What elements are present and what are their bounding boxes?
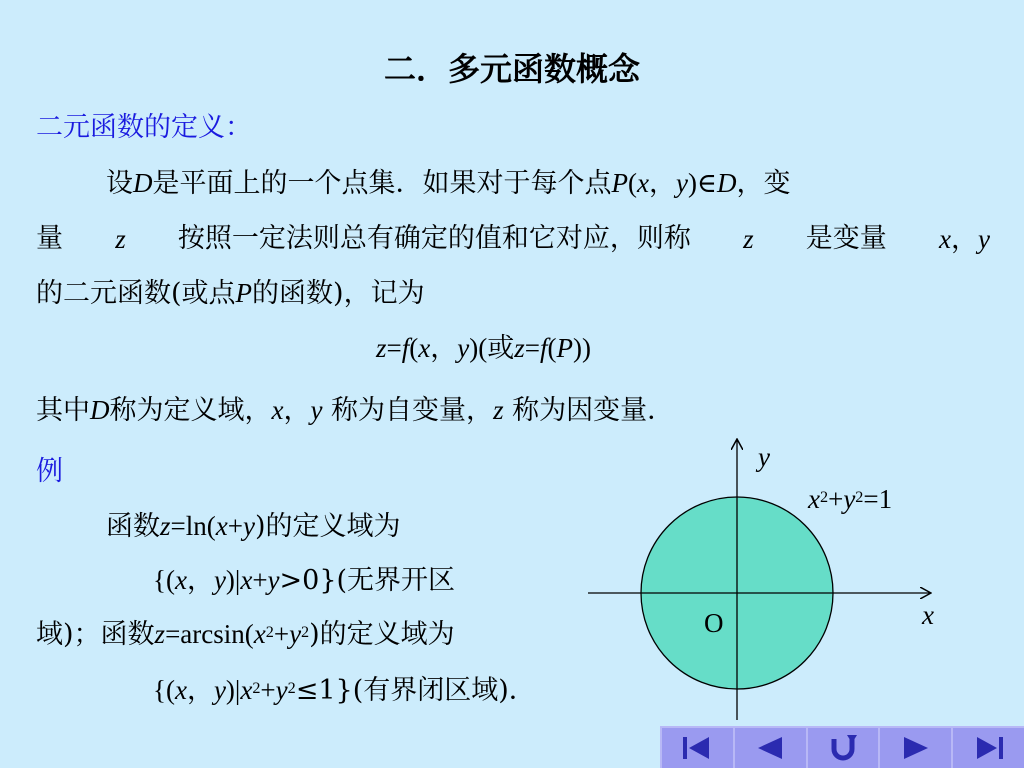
var-z: z bbox=[160, 511, 171, 541]
plus: + bbox=[260, 675, 276, 705]
exponent: 2 bbox=[819, 488, 829, 506]
text-segment: 按照一定法则总有确定的值和它对应，则称 bbox=[177, 223, 691, 254]
var-x: x bbox=[240, 675, 253, 705]
plus: + bbox=[828, 484, 844, 514]
text-segment: )| bbox=[225, 565, 241, 595]
var-y: y bbox=[213, 675, 226, 705]
text-segment: =ln( bbox=[170, 511, 216, 541]
var-x: x bbox=[174, 675, 187, 705]
exponent: 2 bbox=[287, 679, 296, 697]
paren: ( bbox=[628, 168, 637, 198]
text-segment: ≤1}(有界闭区域)． bbox=[295, 675, 536, 706]
text-segment: 称为因变量． bbox=[503, 395, 675, 426]
next-icon bbox=[898, 733, 934, 763]
comma: ， bbox=[950, 224, 978, 255]
comma: ， bbox=[186, 675, 214, 706]
equals: = bbox=[524, 333, 540, 363]
var-P: P bbox=[611, 168, 628, 198]
var-y: y bbox=[310, 395, 323, 425]
var-y: y bbox=[213, 565, 226, 595]
text-segment: =arcsin( bbox=[165, 619, 254, 649]
paren: )) bbox=[572, 333, 591, 363]
var-x: x bbox=[922, 600, 934, 630]
text-segment: 其中 bbox=[36, 395, 90, 426]
first-icon bbox=[679, 733, 715, 763]
return-button[interactable] bbox=[806, 726, 879, 768]
var-x: x bbox=[808, 484, 820, 514]
var-z: z bbox=[493, 395, 504, 425]
var-x: x bbox=[938, 224, 951, 254]
equals-one: =1 bbox=[863, 484, 893, 514]
var-P: P bbox=[235, 278, 253, 308]
unit-circle-diagram bbox=[580, 432, 950, 732]
text-segment: {( bbox=[153, 675, 175, 705]
circle-equation bbox=[808, 484, 892, 514]
var-x: x bbox=[637, 168, 649, 198]
var-xy bbox=[939, 224, 990, 255]
var-f: f bbox=[401, 333, 410, 363]
text-segment: 称为定义域， bbox=[109, 395, 272, 426]
example-line-1 bbox=[106, 511, 401, 542]
var-D: D bbox=[716, 168, 737, 198]
text-segment: 函数 bbox=[106, 511, 160, 542]
next-slide-button[interactable] bbox=[878, 726, 951, 768]
y-axis-label bbox=[758, 442, 770, 473]
paren: ( bbox=[547, 333, 557, 363]
paren: ( bbox=[409, 333, 419, 363]
exponent: 2 bbox=[301, 623, 310, 641]
text-segment: )的定义域为 bbox=[309, 619, 455, 650]
var-y: y bbox=[289, 619, 302, 649]
var-x: x bbox=[174, 565, 187, 595]
last-icon bbox=[971, 733, 1007, 763]
definition-line-1 bbox=[106, 168, 790, 199]
var-x: x bbox=[271, 395, 284, 425]
equals: = bbox=[386, 333, 402, 363]
return-icon bbox=[825, 733, 861, 763]
first-slide-button[interactable] bbox=[660, 726, 733, 768]
var-z: z bbox=[376, 333, 387, 363]
var-D: D bbox=[90, 395, 110, 425]
comma: ， bbox=[283, 395, 311, 426]
domain-definition-line bbox=[36, 395, 674, 426]
text-segment: 的函数)，记为 bbox=[252, 278, 425, 309]
var-y: y bbox=[275, 675, 288, 705]
var-y: y bbox=[758, 442, 770, 472]
previous-slide-button[interactable] bbox=[733, 726, 806, 768]
var-x: x bbox=[240, 565, 253, 595]
var-y: y bbox=[843, 484, 856, 514]
var-x: x bbox=[418, 333, 431, 363]
var-y: y bbox=[675, 168, 688, 198]
text-segment: )| bbox=[225, 675, 241, 705]
exponent: 2 bbox=[265, 623, 274, 641]
x-axis-label bbox=[922, 600, 934, 631]
previous-icon bbox=[752, 733, 788, 763]
exponent: 2 bbox=[252, 679, 261, 697]
function-formula bbox=[376, 333, 591, 363]
text-segment: >0}(无界开区 bbox=[279, 565, 456, 596]
example-line-4 bbox=[153, 675, 536, 706]
var-x: x bbox=[253, 619, 266, 649]
var-f: f bbox=[539, 333, 548, 363]
example-line-3 bbox=[36, 619, 455, 650]
text-segment: 域)；函数 bbox=[36, 619, 155, 650]
text-segment: {( bbox=[153, 565, 175, 595]
text-segment: 的二元函数(或点 bbox=[36, 278, 236, 309]
var-y: y bbox=[267, 565, 280, 595]
text-segment: )(或 bbox=[469, 333, 515, 363]
axes-and-circle bbox=[580, 432, 950, 732]
var-D: D bbox=[133, 168, 153, 198]
plus: + bbox=[227, 511, 243, 541]
var-y: y bbox=[242, 511, 255, 541]
var-P: P bbox=[556, 333, 573, 363]
comma: ， bbox=[430, 333, 458, 363]
var-x: x bbox=[215, 511, 228, 541]
text-segment: 设 bbox=[106, 168, 133, 199]
slide-navigation-bar bbox=[660, 726, 1024, 768]
text-segment: )的定义域为 bbox=[254, 511, 401, 542]
var-y: y bbox=[457, 333, 470, 363]
var-z: z bbox=[115, 224, 126, 254]
text-segment: 量 bbox=[36, 223, 63, 254]
text-segment: ，变 bbox=[736, 168, 791, 199]
last-slide-button[interactable] bbox=[951, 726, 1024, 768]
origin-label: O bbox=[704, 608, 724, 638]
text-segment: 称为自变量， bbox=[322, 395, 494, 426]
plus: + bbox=[252, 565, 268, 595]
text-segment: 是平面上的一个点集．如果对于每个点 bbox=[152, 168, 612, 199]
text-segment: 是变量 bbox=[805, 223, 887, 254]
definition-line-3 bbox=[36, 278, 425, 309]
comma: ， bbox=[648, 168, 676, 199]
page-title: 二．多元函数概念 bbox=[383, 50, 640, 88]
example-line-2 bbox=[153, 565, 455, 596]
element-of: )∈ bbox=[687, 168, 717, 198]
definition-heading: 二元函数的定义： bbox=[36, 112, 252, 143]
var-z: z bbox=[154, 619, 166, 649]
var-z: z bbox=[514, 333, 525, 363]
plus: + bbox=[273, 619, 290, 649]
var-z: z bbox=[743, 224, 754, 254]
exponent: 2 bbox=[855, 488, 864, 506]
example-label: 例 bbox=[36, 456, 63, 487]
comma: ， bbox=[186, 565, 214, 596]
definition-line-2 bbox=[36, 224, 990, 255]
var-y: y bbox=[977, 224, 990, 254]
